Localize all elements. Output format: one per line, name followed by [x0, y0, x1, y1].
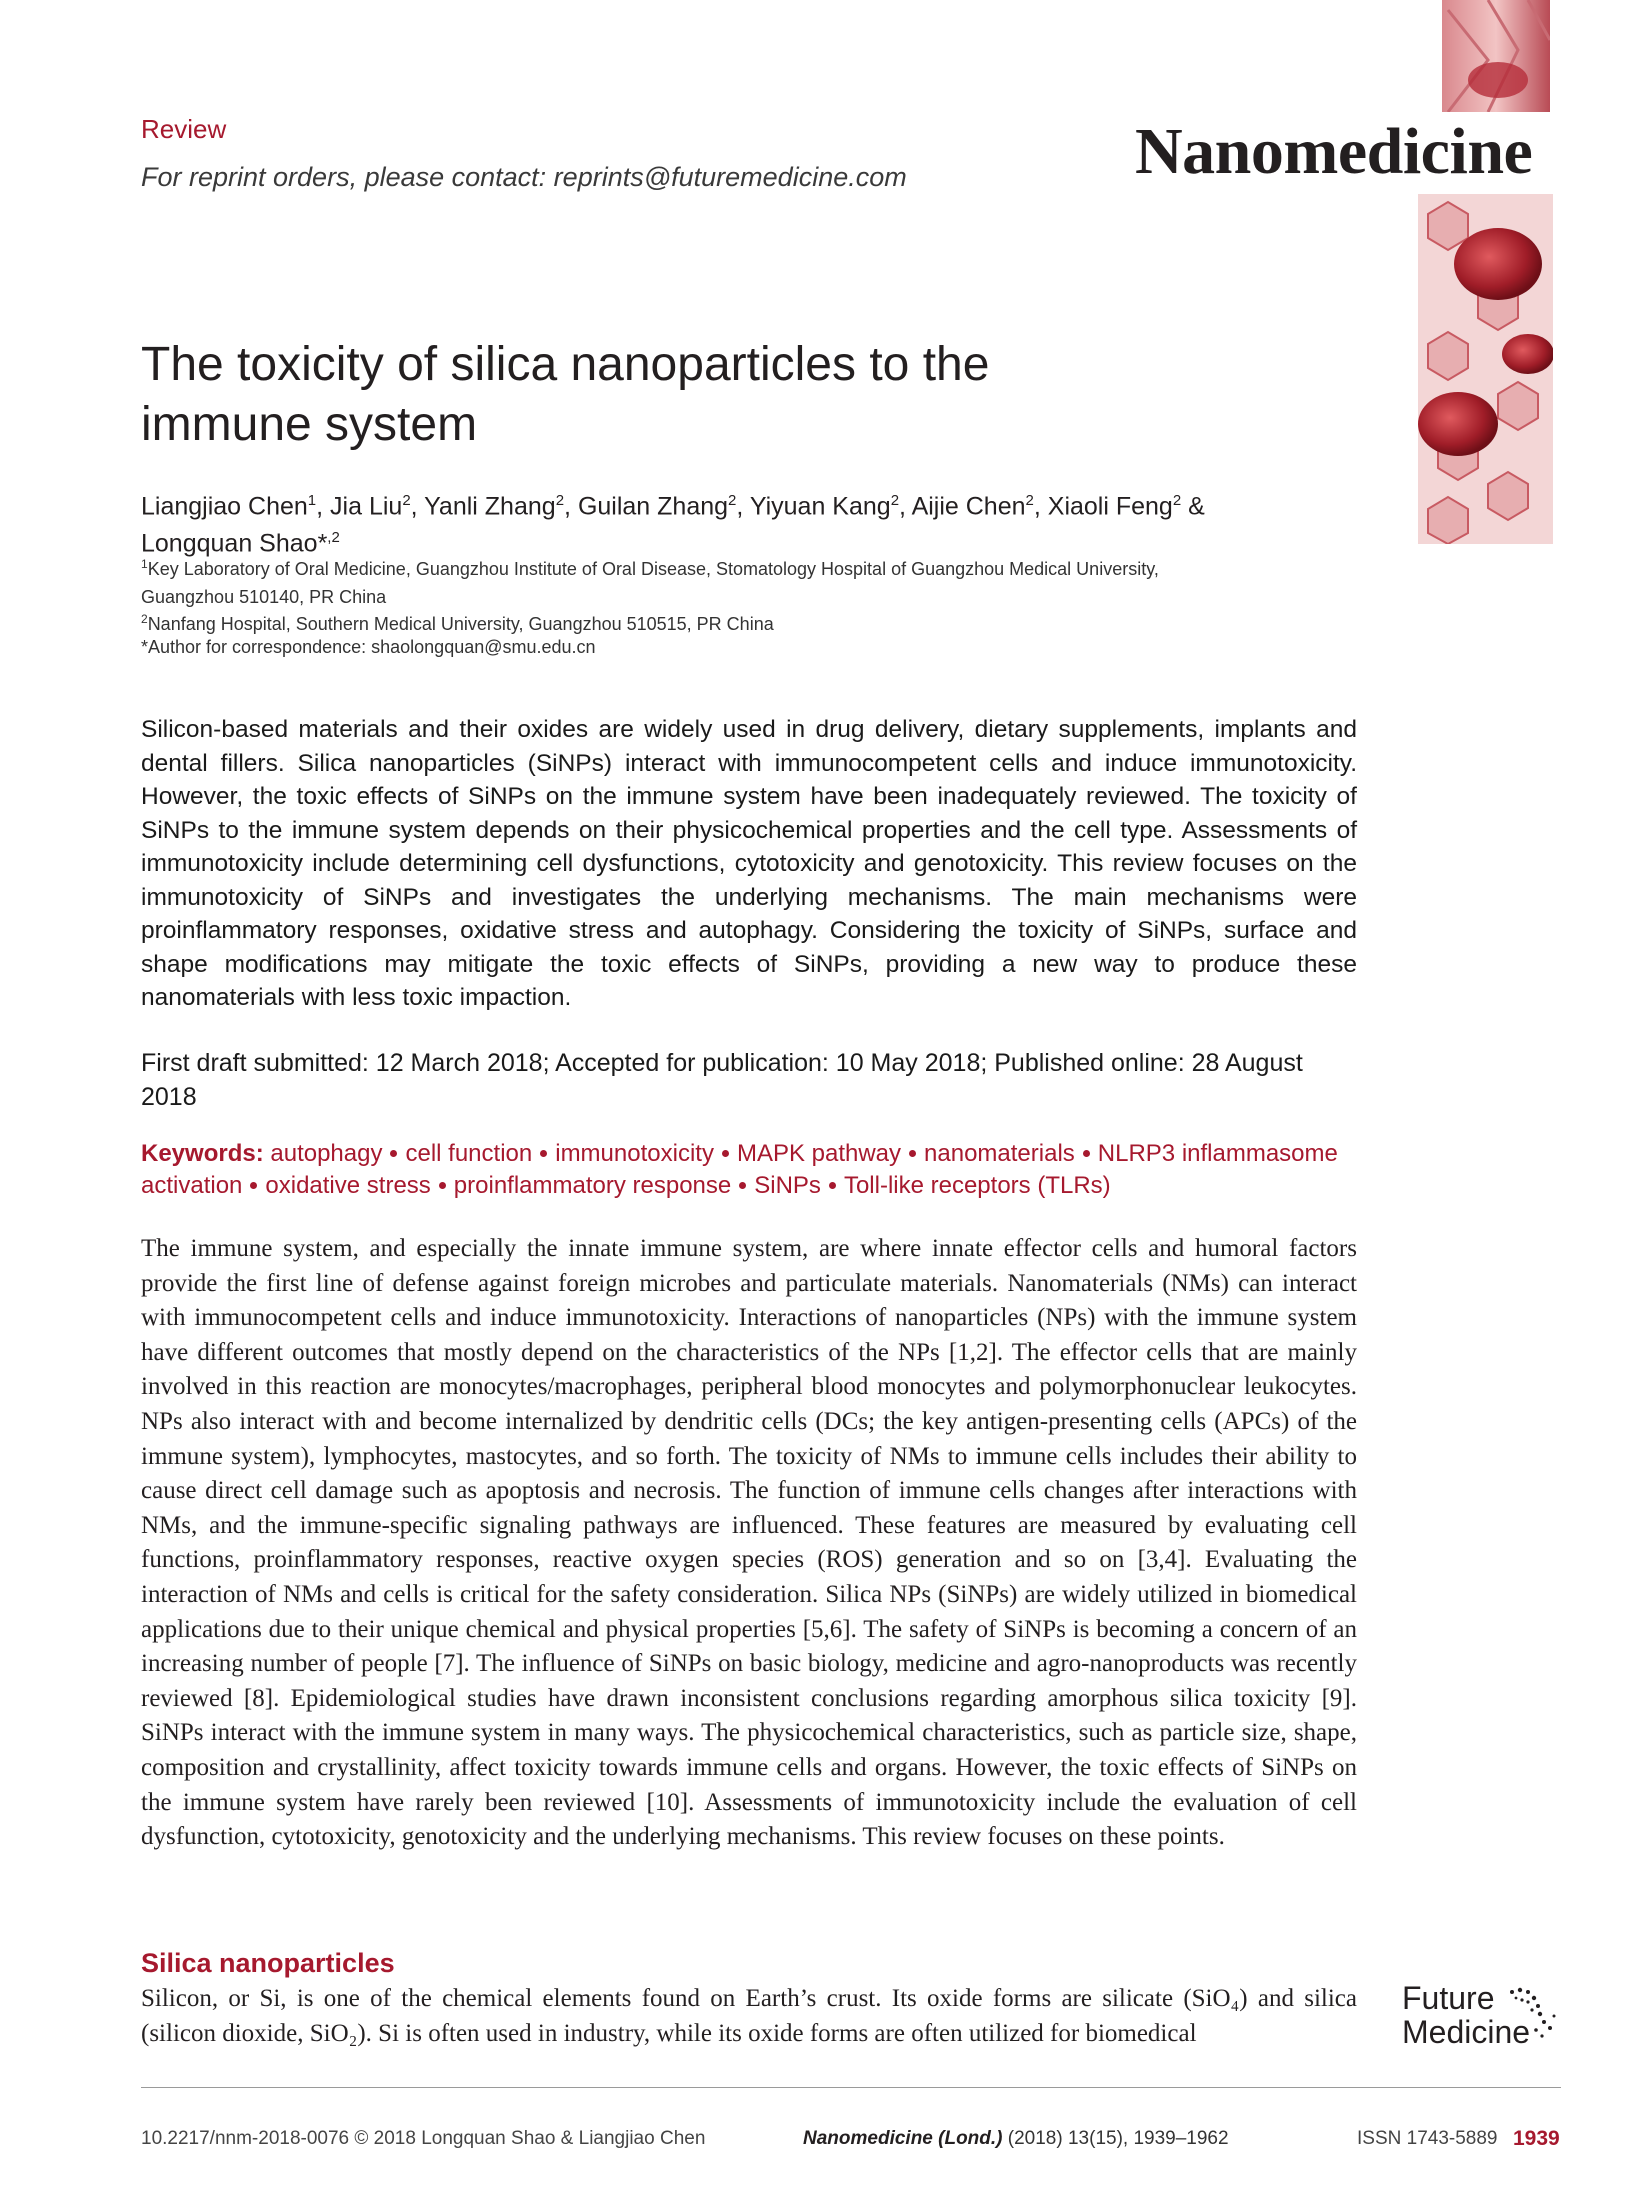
affiliation-marker: 2 — [141, 612, 148, 626]
publisher-logo-line2: Medicine — [1402, 2014, 1531, 2050]
keyword-separator-dot — [739, 1182, 746, 1189]
article-title: The toxicity of silica nanoparticles to the immune system — [141, 338, 990, 451]
affiliation-text: Key Laboratory of Oral Medicine, Guangzhou Institute of Oral Disease, Stomatology Hospital of Guangzhou Medical University, Guangzhou 510140, PR China — [141, 559, 1159, 607]
author-affiliation-marker: ,2 — [327, 529, 340, 547]
keyword: SiNPs — [754, 1172, 821, 1199]
affiliation-marker: 1 — [141, 557, 148, 571]
keyword-separator-dot — [250, 1182, 257, 1189]
article-type-label: Review — [141, 114, 227, 144]
keyword: immunotoxicity — [555, 1140, 714, 1167]
journal-title: Nanomedicine — [1135, 115, 1533, 188]
keyword: nanomaterials — [924, 1140, 1075, 1167]
author-affiliation-marker: 1 — [307, 492, 317, 509]
correspondence-line: *Author for correspondence: shaolongquan@smu.edu.cn — [141, 637, 596, 657]
abstract: Silicon-based materials and their oxides are widely used in drug delivery, dietary supplements, implants and dental fillers. Silica nanoparticles (SiNPs) interact with immunocompetent cells and induce immunotoxicity. However, the toxic effects of SiNPs on the immune system have been inadequately reviewed. The toxicity of SiNPs to the immune system depends on their physicochemical properties and the cell type. Assessments of immunotoxicity include determining cell dysfunctions, cytotoxicity and genotoxicity. This review focuses on the immunotoxicity of SiNPs and investigates the underlying mechanisms. The main mechanisms were proinflammatory responses, oxidative stress and autophagy. Considering the toxicity of SiNPs, surface and shape modifications may mitigate the toxic effects of SiNPs, providing a new way to produce these nanomaterials with less toxic impaction. — [141, 716, 1357, 1011]
affiliation-1 — [141, 550, 1221, 611]
keywords — [141, 1138, 1357, 1202]
intro-paragraph: The immune system, and especially the innate immune system, are where innate effector cells and humoral factors provide the first line of defense against foreign microbes and particulate materials. Nanomaterials (NMs) can interact with immunocompetent cells and induce immunotoxicity. Interactions of nanoparticles (NPs) with the immune system have different outcomes that mostly depend on the characteristics of the NPs [1,2]. The effector cells that are mainly involved in this reaction are monocytes/macrophages, peripheral blood monocytes and polymorphonuclear leukocytes. NPs also interact with and become internalized by dendritic cells (DCs; the key antigen-presenting cells (APCs) of the immune system), lymphocytes, mastocytes, and so forth. The toxicity of NMs to immune cells includes their ability to cause direct cell damage such as apoptosis and necrosis. The function of immune cells changes after interactions with NMs, and the immune-specific signaling pathways are influenced. These features are measured by evaluating cell functions, proinflammatory responses, reactive oxygen species (ROS) generation and so on [3,4]. Evaluating the interaction of NMs and cells is critical for the safety consideration. Silica NPs (SiNPs) are widely utilized in biomedical applications due to their unique chemical and physical properties [5,6]. The safety of SiNPs is becoming a concern of an increasing number of people [7]. The influence of SiNPs on basic biology, medicine and agro-nanoproducts was recently reviewed [8]. Epidemiological studies have drawn inconsistent conclusions regarding amorphous silica toxicity [9]. SiNPs interact with the immune system in many ways. The physicochemical characteristics, such as particle size, shape, composition and crystallinity, affect toxicity towards immune cells and organs. However, the toxic effects of SiNPs on the immune system have rarely been reviewed [10]. Assessments of immunotoxicity include the evaluation of cell dysfunction, cytotoxicity, genotoxicity and the underlying mechanisms. This review focuses on these points. — [141, 1235, 1357, 1851]
keyword-separator-dot — [1083, 1150, 1090, 1157]
footer-citation-details: (2018) 13(15), 1939–1962 — [1002, 2128, 1229, 2149]
author-name: Jia Liu — [330, 492, 403, 521]
keywords-label: Keywords: — [141, 1140, 264, 1167]
keyword-separator-dot — [540, 1150, 547, 1157]
publisher-logo — [1402, 1980, 1572, 2050]
keyword-separator-dot — [390, 1150, 397, 1157]
keyword: Toll-like receptors (TLRs) — [843, 1172, 1111, 1199]
author-name: Yanli Zhang — [424, 492, 556, 521]
footer-citation — [803, 2128, 1229, 2150]
author-affiliation-marker: 2 — [555, 492, 565, 509]
author-name: Longquan Shao* — [141, 529, 328, 558]
author-name: Yiyuan Kang — [749, 492, 891, 521]
keyword: proinflammatory response — [453, 1172, 732, 1199]
section-paragraph: Silicon, or Si, is one of the chemical elements found on Earth’s crust. Its oxide forms are silicate (SiO₄) and silica (silicon dioxide, SiO₂). Si is often used in industry, while its oxide forms are often utilized for biomedical — [141, 1985, 1357, 2047]
keyword: autophagy — [270, 1140, 383, 1167]
keyword: oxidative stress — [265, 1172, 431, 1199]
publication-dates: First draft submitted: 12 March 2018; Accepted for publication: 10 May 2018; Published online: 28 August 2018 — [141, 1049, 1303, 1111]
keyword-separator-dot — [722, 1150, 729, 1157]
affiliation-text: Nanfang Hospital, Southern Medical University, Guangzhou 510515, PR China — [147, 614, 774, 634]
author-affiliation-marker: 2 — [1172, 492, 1182, 509]
author-affiliation-marker: 2 — [890, 492, 900, 509]
footer-divider — [141, 2087, 1561, 2088]
section-heading: Silica nanoparticles — [141, 1948, 395, 1978]
publisher-logo-line1: Future — [1402, 1980, 1495, 2016]
author-name: Liangjiao Chen — [141, 492, 308, 521]
author-name: Aijie Chen — [911, 492, 1026, 521]
author-name: Guilan Zhang — [577, 492, 729, 521]
author-affiliation-marker: 2 — [402, 492, 411, 509]
footer-journal-name: Nanomedicine (Lond.) — [803, 2128, 1003, 2149]
keyword: MAPK pathway — [736, 1140, 902, 1167]
keyword-list — [141, 1140, 1338, 1199]
author-affiliation-marker: 2 — [728, 492, 737, 509]
author-affiliation-marker: 2 — [1025, 492, 1034, 509]
keyword: NLRP3 inflammasome activation — [141, 1140, 1338, 1199]
dotted-swirl-icon — [1508, 1986, 1572, 2042]
page-number: 1939 — [1513, 2127, 1560, 2150]
cover-art-top-icon — [1428, 0, 1550, 112]
cover-art-side-icon — [1418, 194, 1553, 544]
keyword-separator-dot — [829, 1182, 836, 1189]
author-name: Xiaoli Feng — [1047, 492, 1173, 521]
footer-issn: ISSN 1743-5889 — [1357, 2128, 1498, 2149]
footer-doi: 10.2217/nnm-2018-0076 © 2018 Longquan Shao & Liangjiao Chen — [141, 2128, 706, 2149]
keyword-separator-dot — [439, 1182, 446, 1189]
keyword-separator-dot — [909, 1150, 916, 1157]
author-list: Liangjiao Chen$^1$, Jia Liu$^2$, Yanli Zhang$^2$, Guilan Zhang$^2$, Yiyuan Kang$^2$, Aijie Chen$^2$, Xiaoli Feng$^2$ & Longquan Shao*$^{,2}$ — [141, 492, 1205, 558]
reprint-notice: For reprint orders, please contact: reprints@futuremedicine.com — [141, 162, 907, 192]
keyword: cell function — [405, 1140, 533, 1167]
